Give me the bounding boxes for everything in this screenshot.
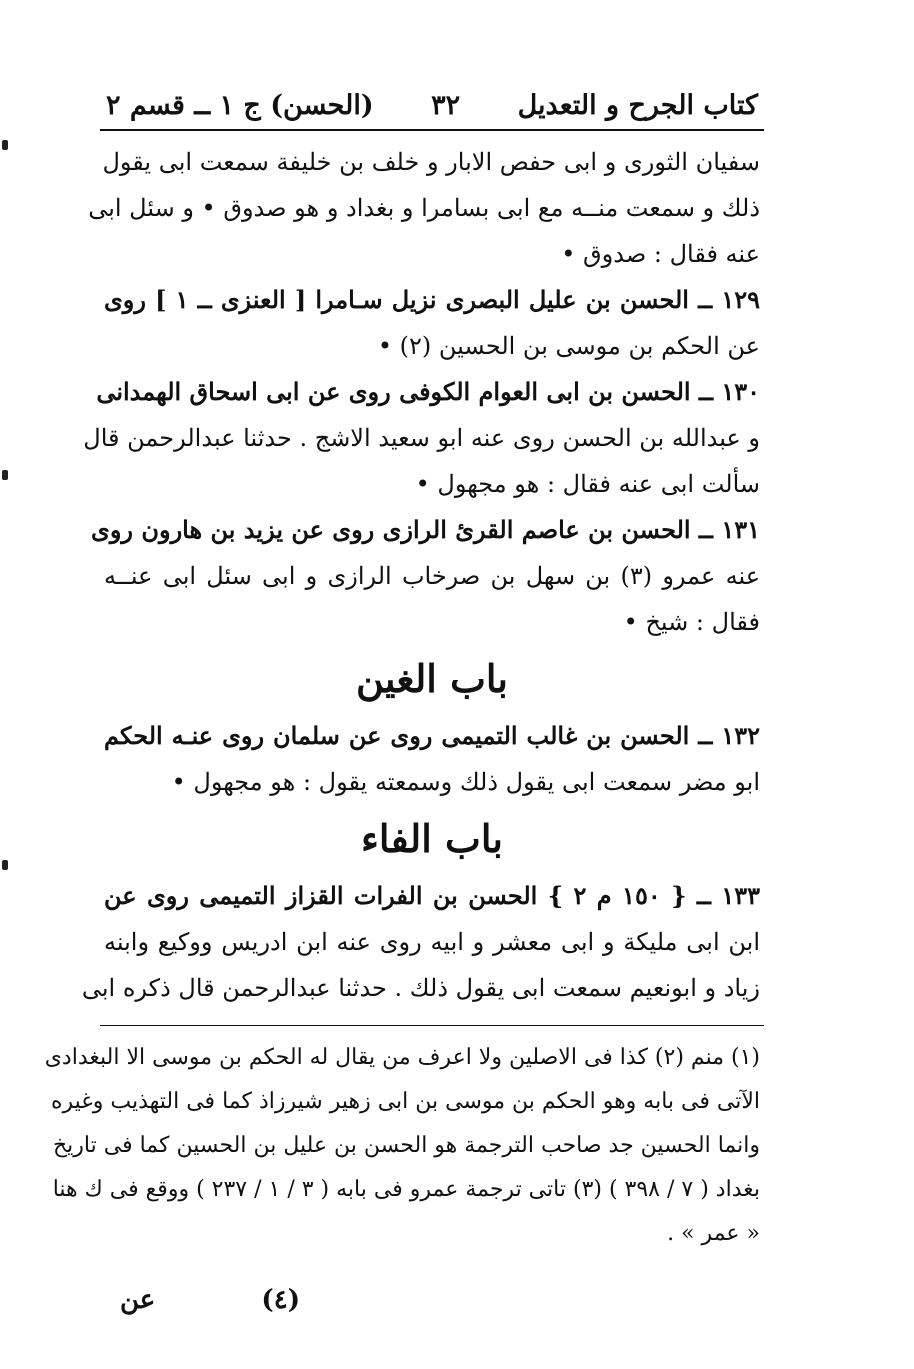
page-footer [120,1285,300,1315]
text-line: سفيان الثورى و ابى حفص الابار و خلف بن خليفة سمعت ابى يقول [102,148,760,176]
text-line: ذلك و سمعت منــه مع ابى بسامرا و بغداد و هو صدوق • و سئل ابى [88,194,760,222]
running-header [100,80,764,131]
volume-label: (الحسن) ج ١ ــ قسم ٢ [106,90,374,121]
text-line: و عبدالله بن الحسن روى عنه ابو سعيد الاشج . حدثنا عبدالرحمن قال [83,424,760,452]
catchword: عن [120,1285,156,1315]
footnote-line: (١) منم (٢) كذا فى الاصلين ولا اعرف من يقال له الحكم بن موسى الا البغدادى [44,1045,760,1070]
entry-130: ١٣٠ ــ الحسن بن ابى العوام الكوفى روى عن ابى اسحاق الهمدانى [96,377,760,406]
entry-132: ١٣٢ ــ الحسن بن غالب التميمى روى عن سلمان روى عنـه الحكم [104,721,760,750]
margin-speck [2,140,8,150]
text-line: ابن ابى مليكة و ابى معشر و ابيه روى عنه ابن ادريس ووكيع وابنه [104,928,760,956]
footnote-line: وانما الحسين جد صاحب الترجمة هو الحسن بن عليل بن الحسين كما فى تاريخ [52,1133,760,1158]
footnote-line: الآتى فى بابه وهو الحكم بن موسى بن ابى زهير شيرزاذ كما فى التهذيب وغيره [50,1089,760,1114]
signature-mark: (٤) [261,1285,300,1315]
page-number: ٣٢ [431,90,461,121]
entry-133: ١٣٣ ــ { ١٥٠ م ٢ } الحسن بن الفرات القزاز التميمى روى عن [104,881,761,910]
text-line: فقال : شيخ • [623,608,760,636]
section-heading-ghain: باب الغين [355,656,509,701]
entry-129: ١٢٩ ــ الحسن بن عليل البصرى نزيل سـامرا [ العنزى ــ ١ ] روى [104,285,761,314]
section-heading-fa: باب الفاء [361,816,503,861]
footnotes [44,1036,764,1256]
text-line: سألت ابى عنه فقال : هو مجهول • [415,470,760,498]
footnote-divider [100,1025,764,1026]
text-line: عنه فقال : صدوق • [561,240,760,268]
footnote-line: بغداد ( ٧ / ٣٩٨ ) (٣) تاتى ترجمة عمرو فى بابه ( ٣ / ١ / ٢٣٧ ) ووقع فى ك هنا [52,1177,760,1202]
text-line: زياد و ابونعيم سمعت ابى يقول ذلك . حدثنا عبدالرحمن قال ذكره ابى [81,974,760,1002]
book-page [44,80,764,1256]
main-text [81,139,764,1011]
margin-speck [2,470,8,480]
text-line: عنه عمرو (٣) بن سهل بن صرخاب الرازى و ابى سئل ابى عنــه [104,562,761,590]
text-line: ابو مضر سمعت ابى يقول ذلك وسمعته يقول : هو مجهول • [171,768,760,796]
text-line: عن الحكم بن موسى بن الحسين (٢) • [377,332,760,360]
margin-speck [2,860,8,870]
entry-131: ١٣١ ــ الحسن بن عاصم القرئ الرازى روى عن يزيد بن هارون روى [91,515,760,544]
footnote-line: « عمر » . [667,1221,760,1246]
book-title: كتاب الجرح و التعديل [517,90,758,121]
